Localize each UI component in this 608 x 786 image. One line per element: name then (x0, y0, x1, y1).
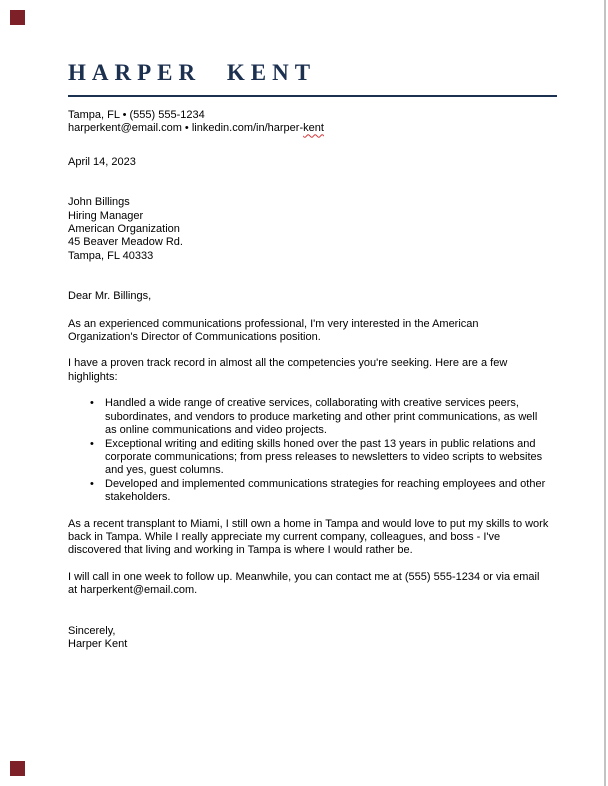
bullet-icon: • (90, 397, 94, 410)
highlights-list (68, 397, 550, 504)
recipient-city: Tampa, FL 40333 (68, 249, 154, 262)
list-item-text: Exceptional writing and editing skills honed over the past 13 years in public relations and corporate communications; from press releases to newsletters to video scripts to websites and yes, guest columns. (105, 437, 543, 477)
recipient-name: John Billings (68, 196, 130, 209)
signature-name: Harper Kent (68, 637, 128, 650)
body-paragraph-1: As an experienced communications professional, I'm very interested in the American Organization's Director of Communications position. (68, 317, 479, 344)
letterhead-rule (68, 95, 557, 97)
list-item (90, 477, 550, 505)
recipient-company: American Organization (68, 223, 180, 236)
letter-content (68, 0, 550, 651)
body-paragraph-4: I will call in one week to follow up. Meanwhile, you can contact me at (555) 555-1234 or via email at harperkent@email.com. (68, 570, 540, 597)
list-item (90, 397, 550, 437)
contact-block (68, 109, 550, 136)
contact-line-email-linkedin (68, 122, 550, 135)
salutation: Dear Mr. Billings, (68, 290, 152, 303)
contact-email-linkedin-text: harperkent@email.com • linkedin.com/in/harper- (68, 122, 304, 135)
corner-accent-bottom-icon (10, 761, 25, 776)
corner-accent-top-icon (10, 10, 25, 25)
letter-date: April 14, 2023 (68, 155, 136, 168)
valediction: Sincerely, (68, 624, 116, 637)
list-item-text: Handled a wide range of creative services, collaborating with creative services peers, subordinates, and vendors to produce marketing and other print communications, as well as online communications and video projects. (105, 397, 538, 437)
recipient-block (68, 196, 550, 263)
page-right-edge (604, 0, 606, 786)
recipient-street: 45 Beaver Meadow Rd. (68, 236, 183, 249)
recipient-title: Hiring Manager (68, 209, 144, 222)
bullet-icon: • (90, 437, 94, 450)
spellcheck-flagged-word: kent (303, 122, 324, 135)
bullet-icon: • (90, 477, 94, 490)
list-item-text: Developed and implemented communications strategies for reaching employees and other stakeholders. (105, 477, 546, 504)
contact-line-location-phone: Tampa, FL • (555) 555-1234 (68, 109, 205, 121)
letterhead-name: HARPER KENT (68, 60, 317, 85)
closing-block (68, 625, 550, 652)
body-paragraph-3: As a recent transplant to Miami, I still own a home in Tampa and would love to put my skills to work back in Tampa. While I really appreciate my current company, colleagues, and boss - I've discovered that living and working in Tampa is where I would rather be. (68, 517, 549, 557)
list-item (90, 437, 550, 478)
body-paragraph-2: I have a proven track record in almost all the competencies you're seeking. Here are a few highlights: (68, 357, 508, 383)
